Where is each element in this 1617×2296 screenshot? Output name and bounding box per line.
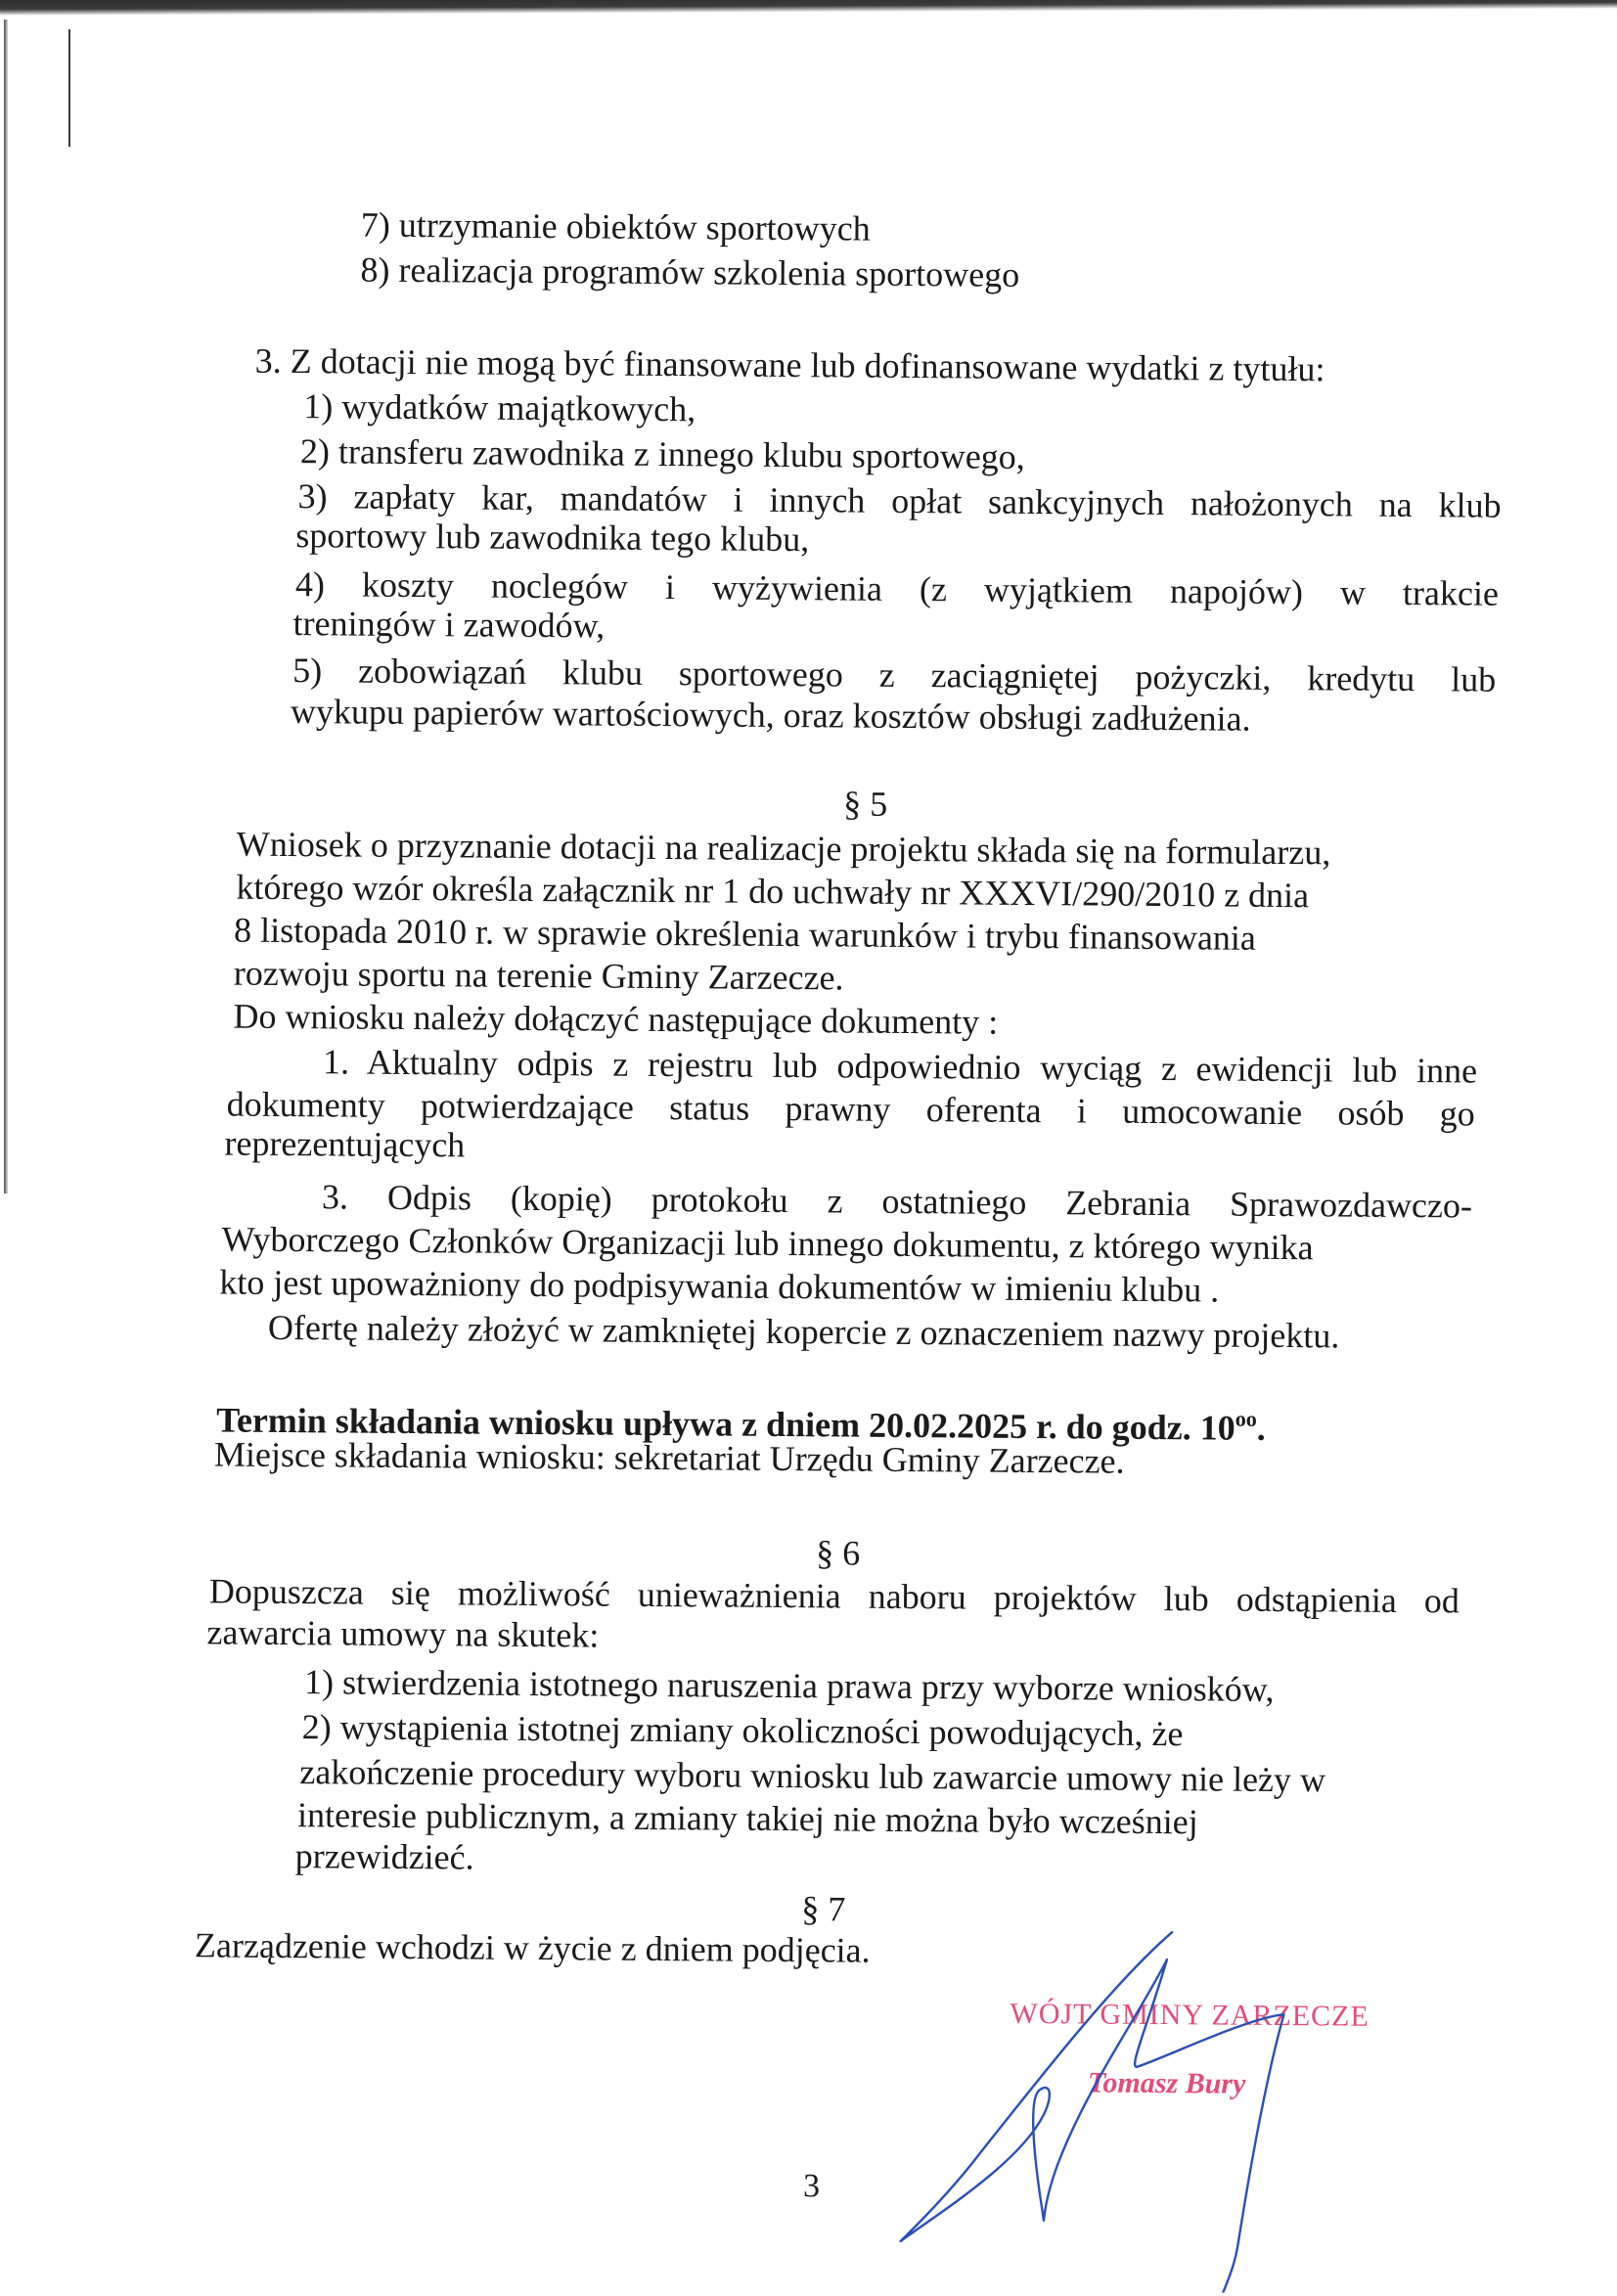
section-heading: § 6 <box>816 1533 861 1573</box>
list-item: 1) wydatków majątkowych, <box>303 386 696 429</box>
paragraph-line: którego wzór określa załącznik nr 1 do uchwały nr XXXVI/290/2010 z dnia <box>236 867 1310 916</box>
deadline-end: . <box>1256 1408 1266 1448</box>
document-list-item: 3. Odpis (kopię) protokołu z ostatniego Zebrania Sprawozdawczo- <box>321 1177 1473 1226</box>
list-item-continuation: treningów i zawodów, <box>292 604 606 646</box>
deadline-text: Termin składania wniosku upływa z dniem 20.02.2025 r. do godz. 10 <box>216 1400 1235 1448</box>
submission-place: Miejsce składania wniosku: sekretariat Urzędu Gminy Zarzecze. <box>213 1434 1125 1481</box>
list-item: 5) zobowiązań klubu sportowego z zaciągniętej pożyczki, kredytu lub <box>292 651 1497 699</box>
document-list-item: kto jest upoważniony do podpisywania dokumentów w imieniu klubu . <box>219 1262 1220 1310</box>
deadline-minutes: oo <box>1235 1406 1257 1431</box>
paragraph-line: 8 listopada 2010 r. w sprawie określenia warunków i trybu finansowania <box>233 910 1257 958</box>
list-item: 4) koszty noclegów i wyżywienia (z wyjątkiem napojów) w trakcie <box>294 564 1500 613</box>
list-item: 7) utrzymanie obiektów sportowych <box>360 204 871 248</box>
document-list-item: dokumenty potwierdzające status prawny oferenta i umocowanie osób go <box>226 1084 1475 1134</box>
document-list-item: 1. Aktualny odpis z rejestru lub odpowiednio wyciąg z ewidencji lub inne <box>322 1042 1478 1091</box>
list-item-continuation: wykupu papierów wartościowych, oraz kosztów obsługi zadłużenia. <box>290 692 1251 739</box>
document-list-item: reprezentujących <box>224 1123 466 1165</box>
list-item: 2) transferu zawodnika z innego klubu sportowego, <box>299 431 1025 476</box>
section-3-intro: 3. Z dotacji nie mogą być finansowane lub dofinansowane wydatki z tytułu: <box>254 340 1325 389</box>
paragraph-line: Wniosek o przyznanie dotacji na realizacje projektu składa się na formularzu, <box>236 824 1331 873</box>
document-list-item: Wyborczego Członków Organizacji lub innego dokumentu, z którego wynika <box>221 1219 1314 1268</box>
list-item: 2) wystąpienia istotnej zmiany okoliczności powodujących, że <box>301 1707 1184 1754</box>
paragraph-line: Do wniosku należy dołączyć następujące dokumenty : <box>233 996 999 1042</box>
section-heading: § 5 <box>843 784 888 824</box>
paragraph-line: Zarządzenie wchodzi w życie z dniem podjęcia. <box>194 1925 871 1970</box>
list-item: 1) stwierdzenia istotnego naruszenia prawa przy wyborze wniosków, <box>303 1662 1275 1709</box>
paragraph-line: Ofertę należy złożyć w zamkniętej kopercie z oznaczeniem nazwy projektu. <box>267 1307 1340 1356</box>
list-item-continuation: sportowy lub zawodnika tego klubu, <box>295 516 810 560</box>
official-stamp-name: Tomasz Bury <box>1087 2066 1246 2100</box>
list-item: 8) realizacja programów szkolenia sportowego <box>360 249 1020 294</box>
page-number: 3 <box>802 2168 821 2205</box>
paragraph-line: rozwoju sportu na terenie Gminy Zarzecze. <box>233 953 844 998</box>
paragraph-line: zawarcia umowy na skutek: <box>206 1612 600 1655</box>
handwritten-signature <box>871 1918 1324 2294</box>
list-item-continuation: przewidzieć. <box>294 1836 474 1877</box>
section-heading: § 7 <box>801 1889 846 1929</box>
list-item: 3) zapłaty kar, mandatów i innych opłat sankcyjnych nałożonych na klub <box>297 476 1502 525</box>
official-stamp-title: WÓJT GMINY ZARZECZE <box>1010 1997 1370 2033</box>
paragraph-line: Dopuszcza się możliwość unieważnienia naboru projektów lub odstąpienia od <box>208 1571 1460 1621</box>
list-item-continuation: interesie publicznym, a zmiany takiej nie można było wcześniej <box>296 1795 1198 1842</box>
list-item-continuation: zakończenie procedury wyboru wniosku lub zawarcie umowy nie leży w <box>299 1752 1326 1800</box>
